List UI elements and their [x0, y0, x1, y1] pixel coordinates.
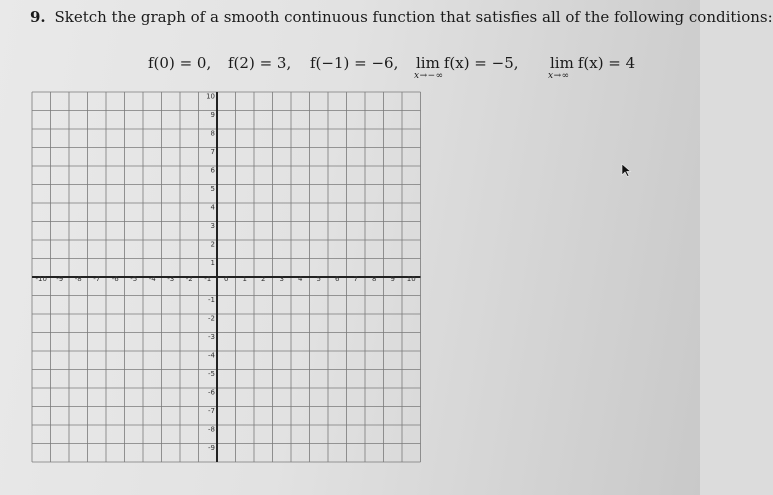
y-tick-label: 3	[210, 221, 215, 230]
x-tick-label: -8	[74, 275, 82, 283]
x-tick-label: 8	[372, 275, 377, 283]
x-tick-label: -6	[111, 275, 119, 283]
x-tick-label: 3	[279, 275, 284, 283]
limit-neg-infinity	[414, 54, 519, 81]
y-tick-label: 9	[210, 110, 215, 119]
limit-word: lim	[416, 54, 440, 72]
coordinate-grid[interactable]	[28, 86, 436, 476]
x-tick-label: -7	[93, 275, 101, 283]
y-tick-label: -8	[208, 425, 215, 434]
x-tick-label: 4	[298, 275, 303, 283]
limit-expression: f(x) = 4	[577, 54, 636, 72]
x-tick-label: 2	[261, 275, 266, 283]
x-tick-label: -3	[167, 275, 175, 283]
question	[30, 8, 773, 26]
y-tick-label: -9	[208, 443, 215, 452]
conditions-row	[148, 52, 668, 86]
x-tick-label: 9	[390, 275, 395, 283]
x-tick-label: -5	[130, 275, 138, 283]
condition-fneg1: f(−1) = −6,	[310, 54, 399, 72]
y-tick-label: 5	[210, 184, 215, 193]
question-text: Sketch the graph of a smooth continuous function that satisfies all of the following conditions:	[54, 8, 773, 26]
y-tick-label: -3	[208, 332, 215, 341]
x-tick-label: -2	[185, 275, 193, 283]
x-tick-label: 10	[406, 275, 416, 283]
x-tick-label: -1	[204, 275, 212, 283]
x-tick-label: 7	[353, 275, 358, 283]
y-tick-label: 2	[210, 240, 215, 249]
condition-f0: f(0) = 0,	[148, 54, 212, 72]
y-tick-label: 4	[210, 203, 215, 212]
limit-word: lim	[550, 54, 574, 72]
x-tick-label: 0	[224, 275, 229, 283]
question-number: 9.	[30, 8, 46, 26]
y-tick-label: -4	[208, 351, 215, 360]
limit-subscript: x→∞	[548, 71, 570, 81]
x-tick-label: -4	[148, 275, 156, 283]
y-tick-label: -2	[208, 314, 215, 323]
y-tick-label: -1	[208, 295, 215, 304]
limit-subscript: x→−∞	[414, 71, 444, 81]
y-tick-label: 6	[210, 166, 215, 175]
y-tick-label: 10	[206, 92, 215, 101]
arrow-cursor-icon	[620, 162, 632, 181]
y-tick-label: -7	[208, 406, 215, 415]
limit-pos-infinity	[548, 54, 636, 81]
x-tick-label: 1	[242, 275, 247, 283]
y-tick-label: 8	[210, 129, 215, 138]
y-tick-label: -5	[208, 369, 215, 378]
x-tick-label: 5	[316, 275, 321, 283]
y-tick-label: 1	[210, 258, 215, 267]
x-tick-label: -9	[56, 275, 64, 283]
y-tick-label: 7	[210, 147, 215, 156]
condition-f2: f(2) = 3,	[228, 54, 292, 72]
x-tick-label: -10	[35, 275, 47, 283]
y-tick-label: -6	[208, 388, 215, 397]
grid-svg[interactable]	[28, 86, 436, 476]
limit-expression: f(x) = −5,	[443, 54, 519, 72]
x-tick-label: 6	[335, 275, 340, 283]
